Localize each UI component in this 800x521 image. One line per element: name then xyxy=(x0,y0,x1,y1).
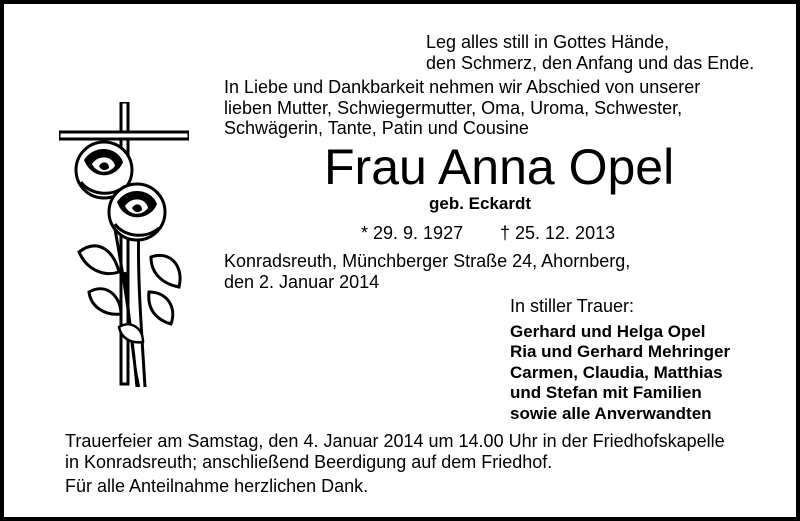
motto-verse xyxy=(426,32,754,73)
mourner-line: Ria und Gerhard Mehringer xyxy=(510,342,731,362)
mourner-line: und Stefan mit Familien xyxy=(510,383,702,403)
deceased-name: Frau Anna Opel xyxy=(324,139,675,195)
intro-line: lieben Mutter, Schwiegermutter, Oma, Uroma, Schwester, xyxy=(224,97,683,118)
mourner-line: sowie alle Anverwandten xyxy=(510,403,712,423)
mourners-list xyxy=(510,322,730,424)
place-line: Konradsreuth, Münchberger Straße 24, Ahornberg, xyxy=(224,251,631,271)
funeral-line: Trauerfeier am Samstag, den 4. Januar 2014 um 14.00 Uhr in der Friedhofskapelle xyxy=(65,431,725,451)
cross-with-roses-icon xyxy=(59,102,189,392)
mourning-label: In stiller Trauer: xyxy=(510,296,635,316)
death-date: † 25. 12. 2013 xyxy=(500,223,616,243)
motto-line: Leg alles still in Gottes Hände, xyxy=(426,32,670,52)
birth-date: * 29. 9. 1927 xyxy=(361,223,464,243)
maiden-name: geb. Eckardt xyxy=(429,194,532,213)
intro-line: In Liebe und Dankbarkeit nehmen wir Abschied von unserer xyxy=(224,77,701,97)
date-line: den 2. Januar 2014 xyxy=(224,271,380,292)
intro-line: Schwägerin, Tante, Patin und Cousine xyxy=(224,118,529,139)
thanks-text: Für alle Anteilnahme herzlichen Dank. xyxy=(65,476,369,496)
motto-line: den Schmerz, den Anfang und das Ende. xyxy=(426,52,755,73)
intro-text xyxy=(224,77,700,139)
place-and-date xyxy=(224,251,630,292)
funeral-info xyxy=(65,431,725,472)
mourner-line: Carmen, Claudia, Matthias xyxy=(510,362,723,382)
funeral-line: in Konradsreuth; anschließend Beerdigung auf dem Friedhof. xyxy=(65,451,553,472)
mourner-line: Gerhard und Helga Opel xyxy=(510,322,706,341)
